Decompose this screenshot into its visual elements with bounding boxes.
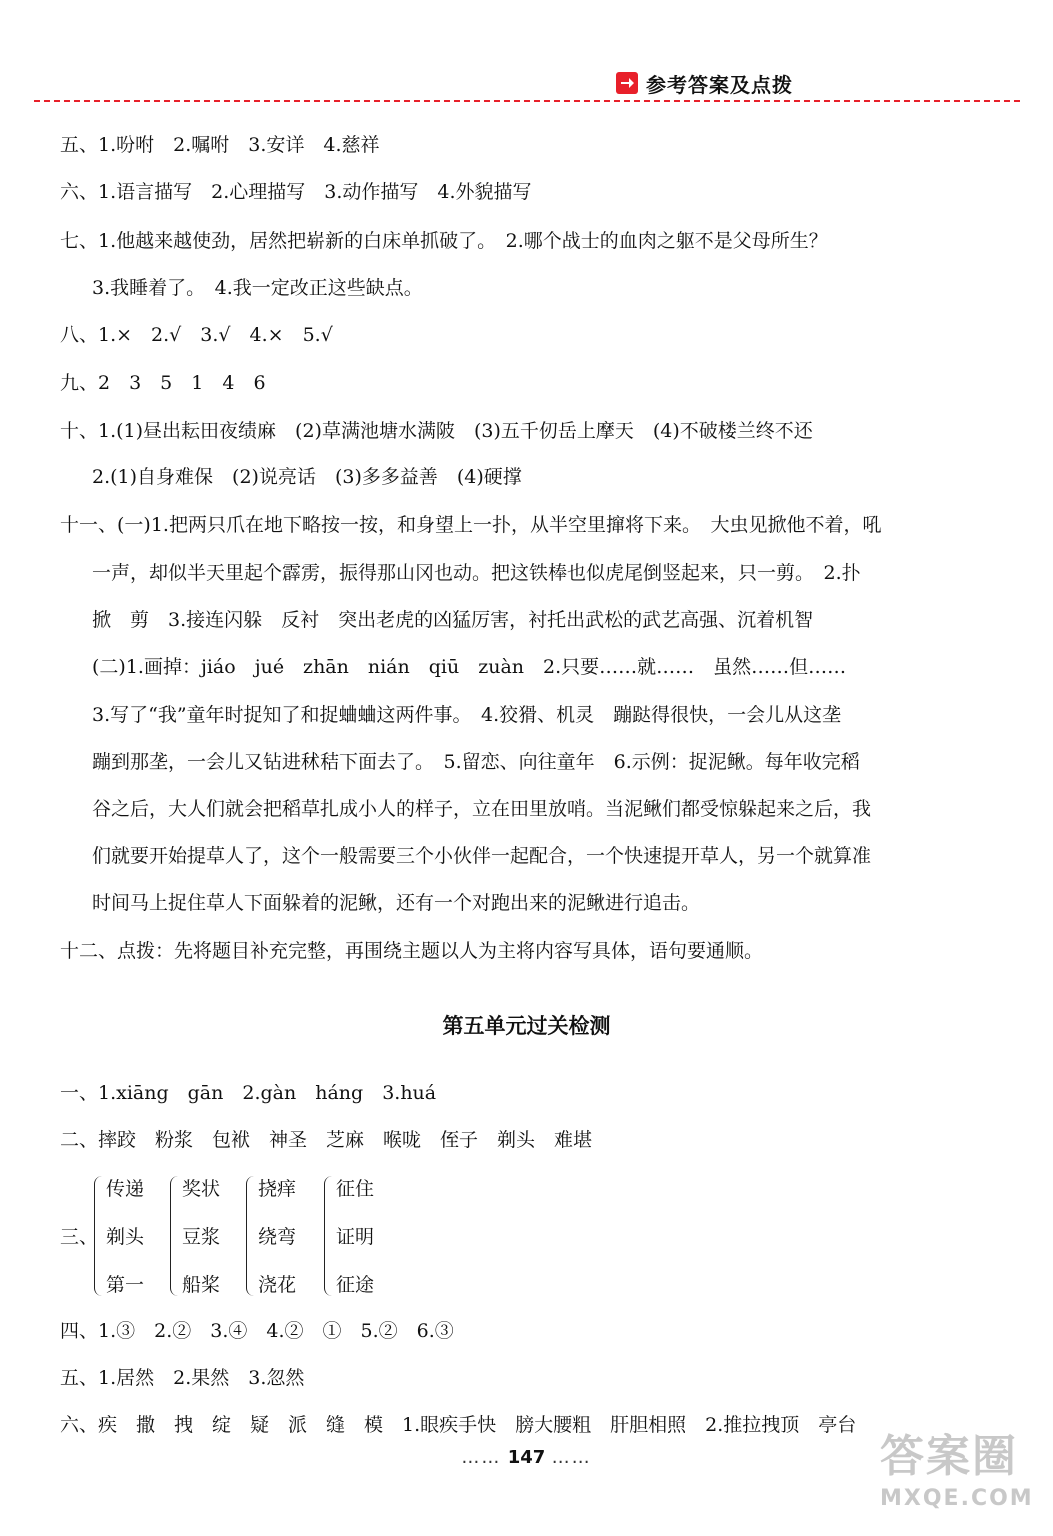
answer-line: 们就要开始提草人了，这个一般需要三个小伙伴一起配合，一个快速提开草人，另一个就算准 [92, 845, 872, 867]
answer-line: 五、1.居然 2.果然 3.忽然 [60, 1367, 305, 1389]
answer-line: 十、1.(1)昼出耘田夜绩麻 (2)草满池塘水满陂 (3)五千仞岳上摩天 (4)不破楼兰终不还 [60, 420, 813, 442]
answer-line: 七、1.他越来越使劲，居然把崭新的白床单抓破了。 2.哪个战士的血肉之躯不是父母所生？ [60, 230, 828, 252]
brace-column [324, 1172, 404, 1302]
brace-icon [246, 1176, 255, 1296]
answer-line: 一、1.xiāng gān 2.gàn háng 3.huá [60, 1082, 437, 1104]
brace-column [170, 1172, 250, 1302]
brace-item: 浇花 [258, 1274, 297, 1296]
brace-item: 挠痒 [258, 1178, 297, 1200]
answer-line: 十二、点拨：先将题目补充完整，再围绕主题以人为主将内容写具体，语句要通顺。 [60, 940, 764, 962]
brace-item: 剃头 [106, 1226, 145, 1248]
header-divider [34, 100, 1020, 102]
section-title: 第五单元过关检测 [442, 1014, 611, 1038]
arrow-right-icon [616, 72, 638, 94]
answer-line: 3.写了“我”童年时捉知了和捉蛐蛐这两件事。 4.狡猾、机灵 蹦跶得很快，一会儿从这垄 [92, 704, 842, 726]
answer-line: 九、2 3 5 1 4 6 [60, 372, 266, 394]
answer-line: 六、1.语言描写 2.心理描写 3.动作描写 4.外貌描写 [60, 181, 532, 203]
brace-item: 奖状 [182, 1178, 221, 1200]
brace-item: 传递 [106, 1178, 145, 1200]
brace-column [246, 1172, 326, 1302]
answer-line: (二)1.画掉：jiáo jué zhān nián qiū zuàn 2.只要……就…… 虽然……但…… [92, 656, 847, 678]
brace-column [94, 1172, 174, 1302]
brace-item: 绕弯 [258, 1226, 297, 1248]
watermark-text: 答案圈 [880, 1431, 1018, 1482]
header [616, 66, 793, 100]
answer-line: 八、1.× 2.√ 3.√ 4.× 5.√ [60, 324, 333, 346]
brace-item: 豆浆 [182, 1226, 221, 1248]
answer-line: 掀 剪 3.接连闪躲 反衬 突出老虎的凶猛厉害，衬托出武松的武艺高强、沉着机智 [92, 609, 814, 631]
answer-line: 五、1.吩咐 2.嘱咐 3.安详 4.慈祥 [60, 134, 380, 156]
brace-item: 证明 [336, 1226, 375, 1248]
answer-line: 谷之后，大人们就会把稻草扎成小人的样子，立在田里放哨。当泥鳅们都受惊躲起来之后，我 [92, 798, 872, 820]
brace-icon [170, 1176, 179, 1296]
answer-line: 六、疾 撒 拽 绽 疑 派 缝 模 1.眼疾手快 膀大腰粗 肝胆相照 2.推拉拽顶 亭台 [60, 1414, 857, 1436]
brace-item: 第一 [106, 1274, 145, 1296]
brace-label: 三、 [60, 1226, 99, 1248]
page-number: 147 [507, 1447, 546, 1468]
brace-icon [94, 1176, 103, 1296]
answer-line: 二、摔跤 粉浆 包袱 神圣 芝麻 喉咙 侄子 剃头 难堪 [60, 1129, 593, 1151]
brace-icon [324, 1176, 333, 1296]
answer-line: 3.我睡着了。 4.我一定改正这些缺点。 [92, 277, 423, 299]
brace-item: 船桨 [182, 1274, 221, 1296]
footer-dots-left: …… [461, 1447, 502, 1468]
answer-line: 蹦到那垄，一会儿又钻进秫秸下面去了。 5.留恋、向往童年 6.示例：捉泥鳅。每年收完稻 [92, 751, 860, 773]
answer-line: 一声，却似半天里起个霹雳，振得那山冈也动。把这铁棒也似虎尾倒竖起来，只一剪。 2.扑 [92, 562, 861, 584]
header-title: 参考答案及点拨 [646, 72, 793, 97]
brace-item: 征途 [336, 1274, 375, 1296]
answer-line: 十一、(一)1.把两只爪在地下略按一按，和身望上一扑，从半空里撺将下来。 大虫见掀他不着，吼 [60, 514, 882, 536]
brace-matching-group [60, 1172, 460, 1302]
brace-item: 征住 [336, 1178, 375, 1200]
answer-line: 2.(1)自身难保 (2)说亮话 (3)多多益善 (4)硬撑 [92, 466, 522, 488]
watermark-url: MXQE.COM [880, 1486, 1034, 1511]
answer-line: 四、1.③ 2.② 3.④ 4.② ① 5.② 6.③ [60, 1320, 454, 1342]
footer-dots-right: …… [551, 1447, 592, 1468]
watermark-logo [880, 1420, 1040, 1530]
answer-line: 时间马上捉住草人下面躲着的泥鳅，还有一个对跑出来的泥鳅进行追击。 [92, 892, 701, 914]
